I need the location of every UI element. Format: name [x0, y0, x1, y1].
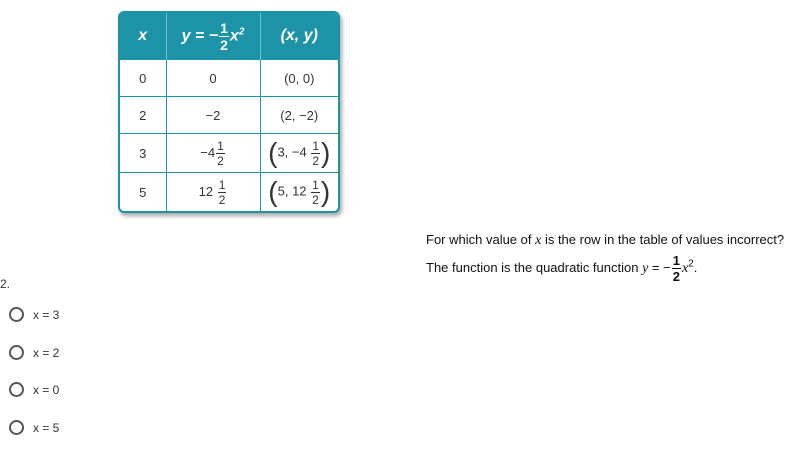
choice-label: x = 3 — [33, 307, 60, 322]
cell-fraction: $\frac{1}{2}$ — [218, 177, 226, 207]
table-row — [120, 134, 338, 173]
right-paren: ) — [321, 137, 331, 168]
cell-pair: (0, 0) — [260, 60, 338, 97]
question-number: 2. — [0, 277, 11, 291]
radio-button[interactable] — [9, 345, 24, 360]
header-fraction: $\frac{1}{2}$ — [220, 19, 228, 53]
cell-y: 0 — [166, 60, 260, 97]
question-fraction: $\frac{1}{2}$ — [672, 253, 680, 284]
choice-option[interactable] — [9, 382, 59, 397]
cell-x: 3 — [120, 134, 166, 173]
values-table-container — [118, 11, 340, 213]
radio-button[interactable] — [9, 307, 24, 322]
table-row — [120, 60, 338, 97]
left-paren: ( — [268, 176, 278, 207]
radio-button[interactable] — [9, 420, 24, 435]
cell-fraction: $\frac{1}{2}$ — [312, 177, 319, 207]
right-paren: ) — [320, 176, 331, 207]
header-y-function: y = − $\frac{1}{2}$ $x^2$ — [166, 13, 260, 60]
cell-pair: (3, −4 $\frac{1}{2}$ ) — [260, 134, 338, 173]
values-table — [120, 13, 338, 211]
choice-label: x = 5 — [33, 420, 60, 435]
choice-label: x = 0 — [33, 382, 60, 397]
choice-option[interactable] — [9, 345, 59, 360]
table-row — [120, 173, 338, 212]
choice-label: x = 2 — [33, 345, 60, 360]
cell-y: 12 $\frac{1}{2}$ — [166, 173, 260, 212]
question-line-1: For which value of x is the row in the table of values incorrect? — [426, 232, 785, 248]
header-x: x — [120, 13, 166, 60]
choice-option[interactable] — [9, 420, 59, 435]
table-row — [120, 97, 338, 134]
cell-x: 5 — [120, 173, 166, 212]
cell-y: −4 $\frac{1}{2}$ — [166, 134, 260, 173]
radio-button[interactable] — [9, 382, 24, 397]
choice-option[interactable] — [9, 307, 59, 322]
left-paren: ( — [268, 137, 278, 168]
cell-pair: (2, −2) — [260, 97, 338, 134]
header-xy: (x, y) — [260, 13, 338, 60]
cell-fraction: $\frac{1}{2}$ — [312, 138, 320, 168]
cell-x: 2 — [120, 97, 166, 134]
cell-y: −2 — [166, 97, 260, 134]
cell-pair: (5, 12 $\frac{1}{2}$ ) — [260, 173, 338, 212]
cell-fraction: $\frac{1}{2}$ — [217, 138, 224, 168]
table-header-row — [120, 13, 338, 60]
cell-x: 0 — [120, 60, 166, 97]
question-line-2: The function is the quadratic function y = − $\frac{1}{2}$ $x^2$. — [426, 253, 698, 284]
